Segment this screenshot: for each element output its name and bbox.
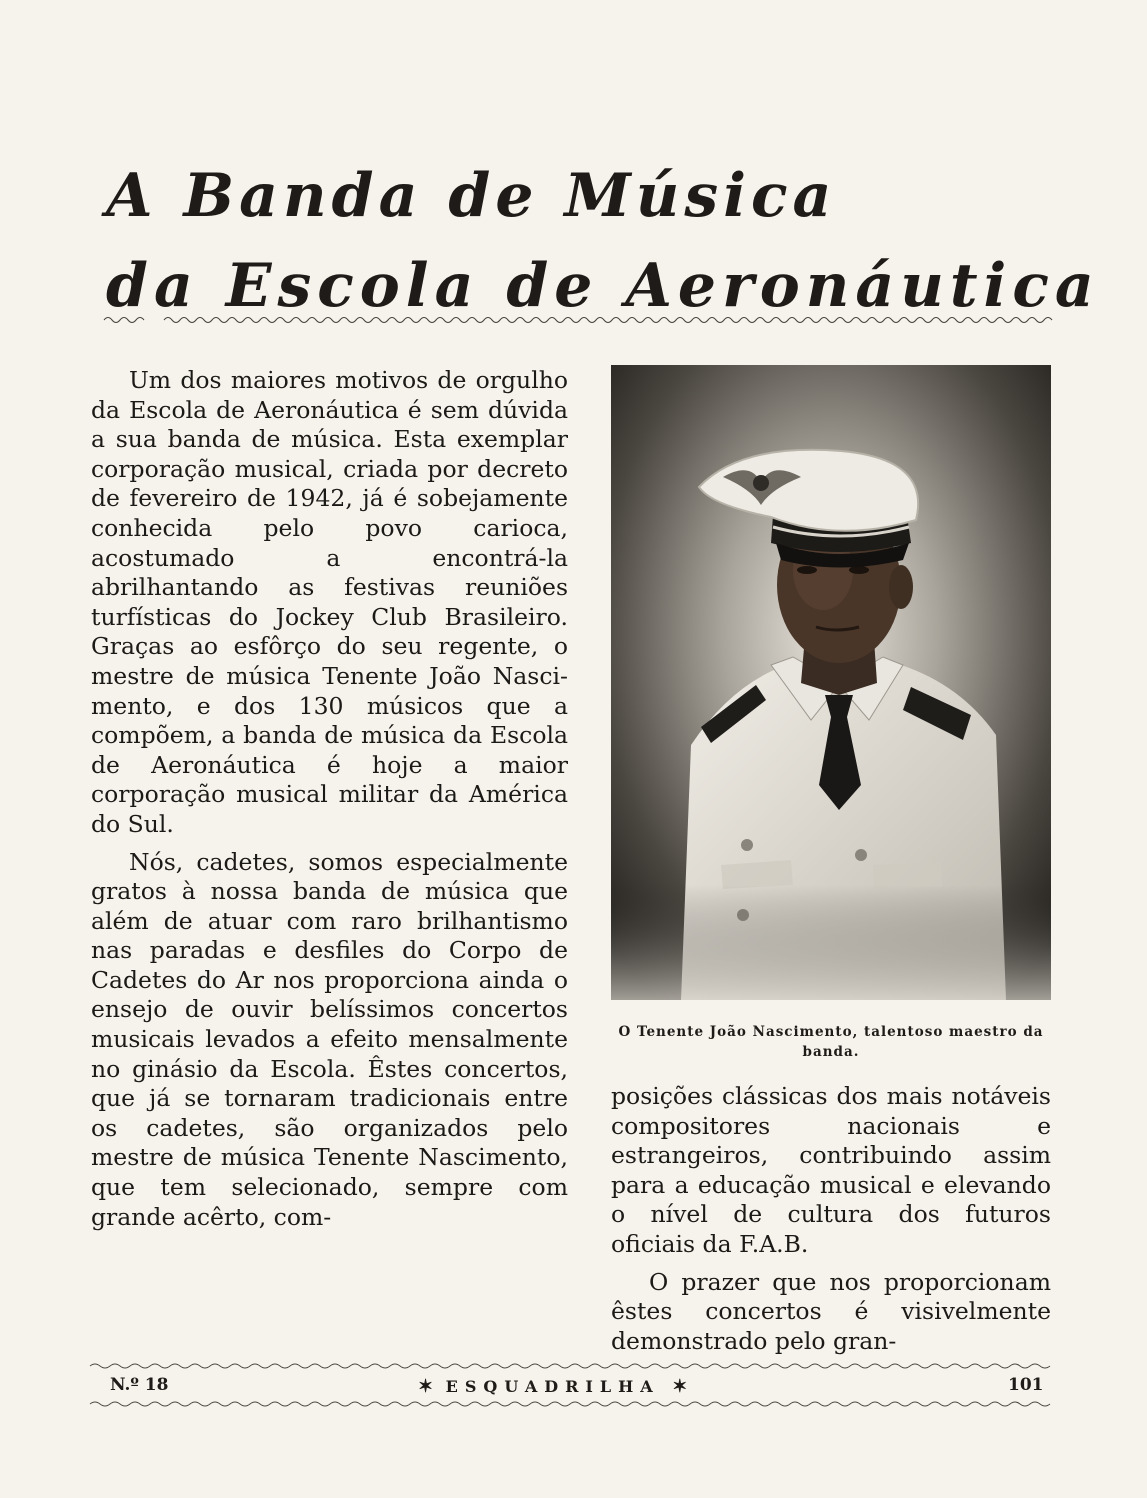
star-icon: ✶ bbox=[672, 1376, 688, 1397]
right-paragraph-1: posições clássicas dos mais notáveis compositores nacionais e estrangeiros, contribuindo assim para a educação musical e elevando o nível de cultura dos futuros oficiais da F.A.B. bbox=[611, 1082, 1051, 1258]
issue-number: N.º 18 bbox=[110, 1375, 169, 1395]
photo-caption: O Tenente João Nascimento, talentoso maestro da banda. bbox=[618, 1024, 1044, 1060]
magazine-name-text: ESQUADRILHA bbox=[445, 1377, 660, 1396]
magazine-name bbox=[418, 1376, 687, 1397]
portrait-illustration bbox=[611, 365, 1051, 1000]
right-paragraph-2: O prazer que nos proporcionam êstes concertos é visivelmente demonstrado pelo gran- bbox=[611, 1267, 1051, 1355]
left-paragraph-1: Um dos maiores motivos de orgulho da Escola de Aeronáutica é sem dúvida a sua banda de música. Esta exemplar corporação musical, criada por decreto de fevereiro de 1942, já é sobejamente conhecida pelo povo carioca, acostumado a encontrá-la abrilhantando as festivas reuniões turfísticas do Jockey Club Brasileiro. Graças ao esfôrço do seu regente, o mestre de música Tenente João Nascimento, e dos 130 músicos que a compõem, a banda de música da Escola de Aeronáutica é hoje a maior corporação musical militar da América do Sul. bbox=[91, 366, 568, 838]
right-column bbox=[611, 1082, 1051, 1356]
portrait-photo bbox=[611, 365, 1051, 1000]
page-number: 101 bbox=[1008, 1375, 1044, 1395]
star-icon: ✶ bbox=[418, 1376, 434, 1397]
article-title-line-2: da Escola de Aeronáutica bbox=[106, 251, 1100, 321]
left-paragraph-2: Nós, cadetes, somos especialmente gratos à nossa banda de música que além de atuar com raro brilhantismo nas paradas e desfiles do Corpo de Cadetes do Ar nos proporciona ainda o ensejo de ouvir belíssimos concertos musicais levados a efeito mensalmente no ginásio da Escola. Êstes concertos, que já se tornaram tradicionais entre os cadetes, são organizados pelo mestre de música Tenente Nascimento, que tem selecionado, sempre com grande acêrto, com- bbox=[91, 847, 568, 1231]
footer-wavy-rule-top bbox=[90, 1362, 1050, 1370]
footer-wavy-rule-bottom bbox=[90, 1400, 1050, 1408]
left-column bbox=[91, 366, 568, 1232]
title-wavy-rule bbox=[104, 314, 1052, 324]
article-title-line-1: A Banda de Música bbox=[106, 161, 837, 231]
